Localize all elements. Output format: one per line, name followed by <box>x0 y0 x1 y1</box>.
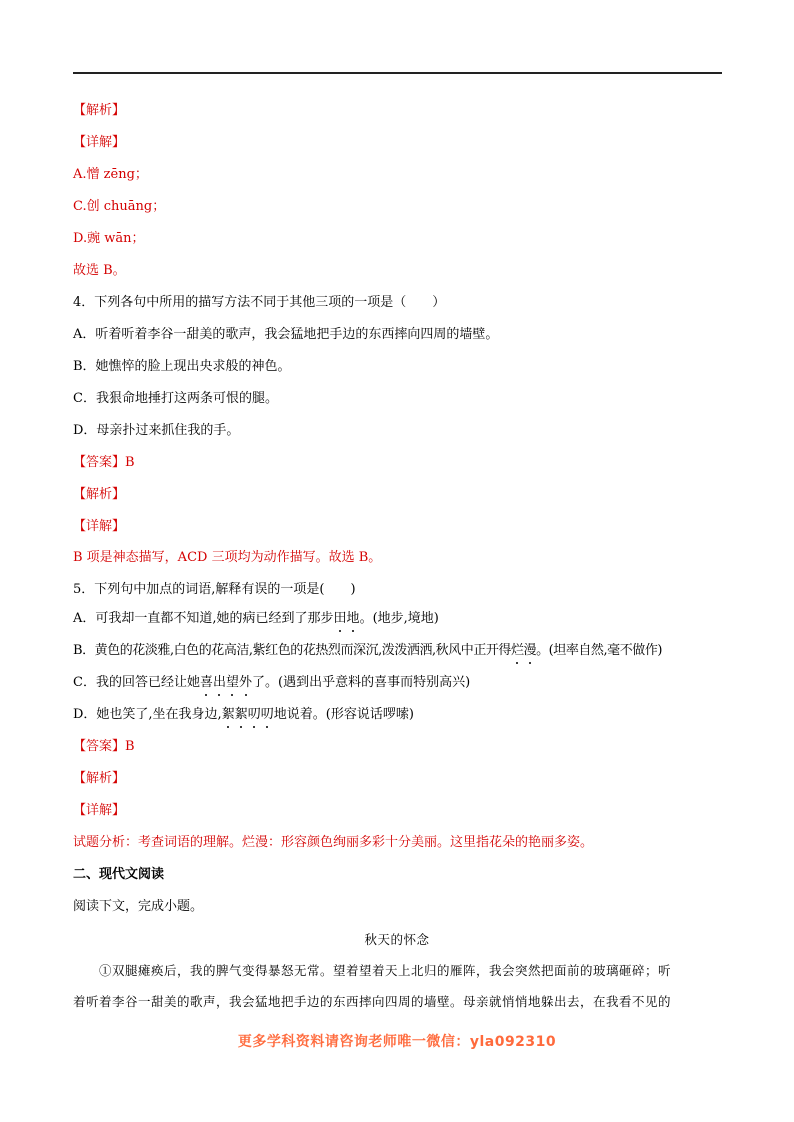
option-d-pinyin: D.豌 wān； <box>73 231 145 246</box>
option-text: B．黄色的花淡雅,白色的花高洁,紫红色的花热烈而深沉,泼泼洒洒,秋风中正开得 <box>73 643 511 658</box>
question-5-option-d <box>73 706 414 724</box>
dotted-word: 地 <box>346 611 360 626</box>
question-5-option-a <box>73 610 439 628</box>
answer-label: 【答案】B <box>73 455 135 470</box>
option-text: A．可我却一直都不知道,她的病已经到了那步 <box>73 611 334 626</box>
dotted-word: 烂 <box>510 643 524 658</box>
footer-watermark: 更多学科资料请咨询老师唯一微信：yla092310 <box>237 1034 557 1050</box>
analysis-label: 【解析】 <box>73 487 126 502</box>
question-5-option-b <box>73 642 662 660</box>
dotted-word: 絮 <box>221 707 235 722</box>
dotted-word: 出 <box>212 675 226 690</box>
dotted-word: 喜 <box>199 675 213 690</box>
dotted-word: 絮 <box>234 707 248 722</box>
analysis-label: 【解析】 <box>73 771 126 786</box>
detail-label: 【详解】 <box>73 803 126 818</box>
dotted-word: 外 <box>239 675 253 690</box>
passage-line: ①双腿瘫痪后，我的脾气变得暴怒无常。望着望着天上北归的雁阵，我会突然把面前的玻璃砸碎；听 <box>73 963 672 978</box>
question-4-option-d: D．母亲扑过来抓住我的手。 <box>73 423 240 438</box>
passage-title: 秋天的怀念 <box>364 932 430 947</box>
option-gloss: 了。(遇到出乎意料的喜事而特别高兴) <box>252 675 471 690</box>
passage-line: 着听着李谷一甜美的歌声，我会猛地把手边的东西摔向四周的墙壁。母亲就悄悄地躲出去，在我看不见的 <box>73 994 672 1009</box>
dotted-word: 叨 <box>260 707 274 722</box>
dotted-word: 漫 <box>523 643 537 658</box>
option-text: C．我的回答已经让她 <box>73 675 200 690</box>
question-4-option-c: C．我狠命地捶打这两条可恨的腿。 <box>73 391 278 406</box>
question-5-option-c <box>73 674 470 692</box>
explanation: B 项是神态描写，ACD 三项均为动作描写。故选 B。 <box>73 550 382 565</box>
question-4-option-b: B．她憔悴的脸上现出央求般的神色。 <box>73 359 291 374</box>
question-5: 5．下列句中加点的词语,解释有误的一项是( ) <box>73 582 356 597</box>
option-gloss: 。(地步,境地) <box>359 611 439 626</box>
option-a-pinyin: A.憎 zēng； <box>73 167 148 182</box>
analysis-label: 【解析】 <box>73 103 126 118</box>
option-gloss: 地说着。(形容说话啰嗦) <box>273 707 414 722</box>
option-text: D．她也笑了,坐在我身边, <box>73 707 222 722</box>
option-gloss: 。(坦率自然,毫不做作) <box>536 643 662 658</box>
dotted-word: 叨 <box>247 707 261 722</box>
header-rule <box>73 72 722 74</box>
dotted-word: 田 <box>333 611 347 626</box>
question-4: 4．下列各句中所用的描写方法不同于其他三项的一项是（ ） <box>73 295 446 310</box>
dotted-word: 望 <box>225 675 239 690</box>
explanation: 试题分析：考查词语的理解。烂漫：形容颜色绚丽多彩十分美丽。这里指花朵的艳丽多姿。 <box>73 835 594 850</box>
detail-label: 【详解】 <box>73 135 126 150</box>
option-c-pinyin: C.创 chuāng； <box>73 199 166 214</box>
section-heading: 二、现代文阅读 <box>73 867 165 882</box>
question-4-option-a: A．听着听着李谷一甜美的歌声，我会猛地把手边的东西摔向四周的墙壁。 <box>73 327 499 342</box>
reading-instruction: 阅读下文，完成小题。 <box>73 899 204 914</box>
answer-label: 【答案】B <box>73 739 135 754</box>
detail-label: 【详解】 <box>73 519 126 534</box>
conclusion: 故选 B。 <box>73 263 126 278</box>
